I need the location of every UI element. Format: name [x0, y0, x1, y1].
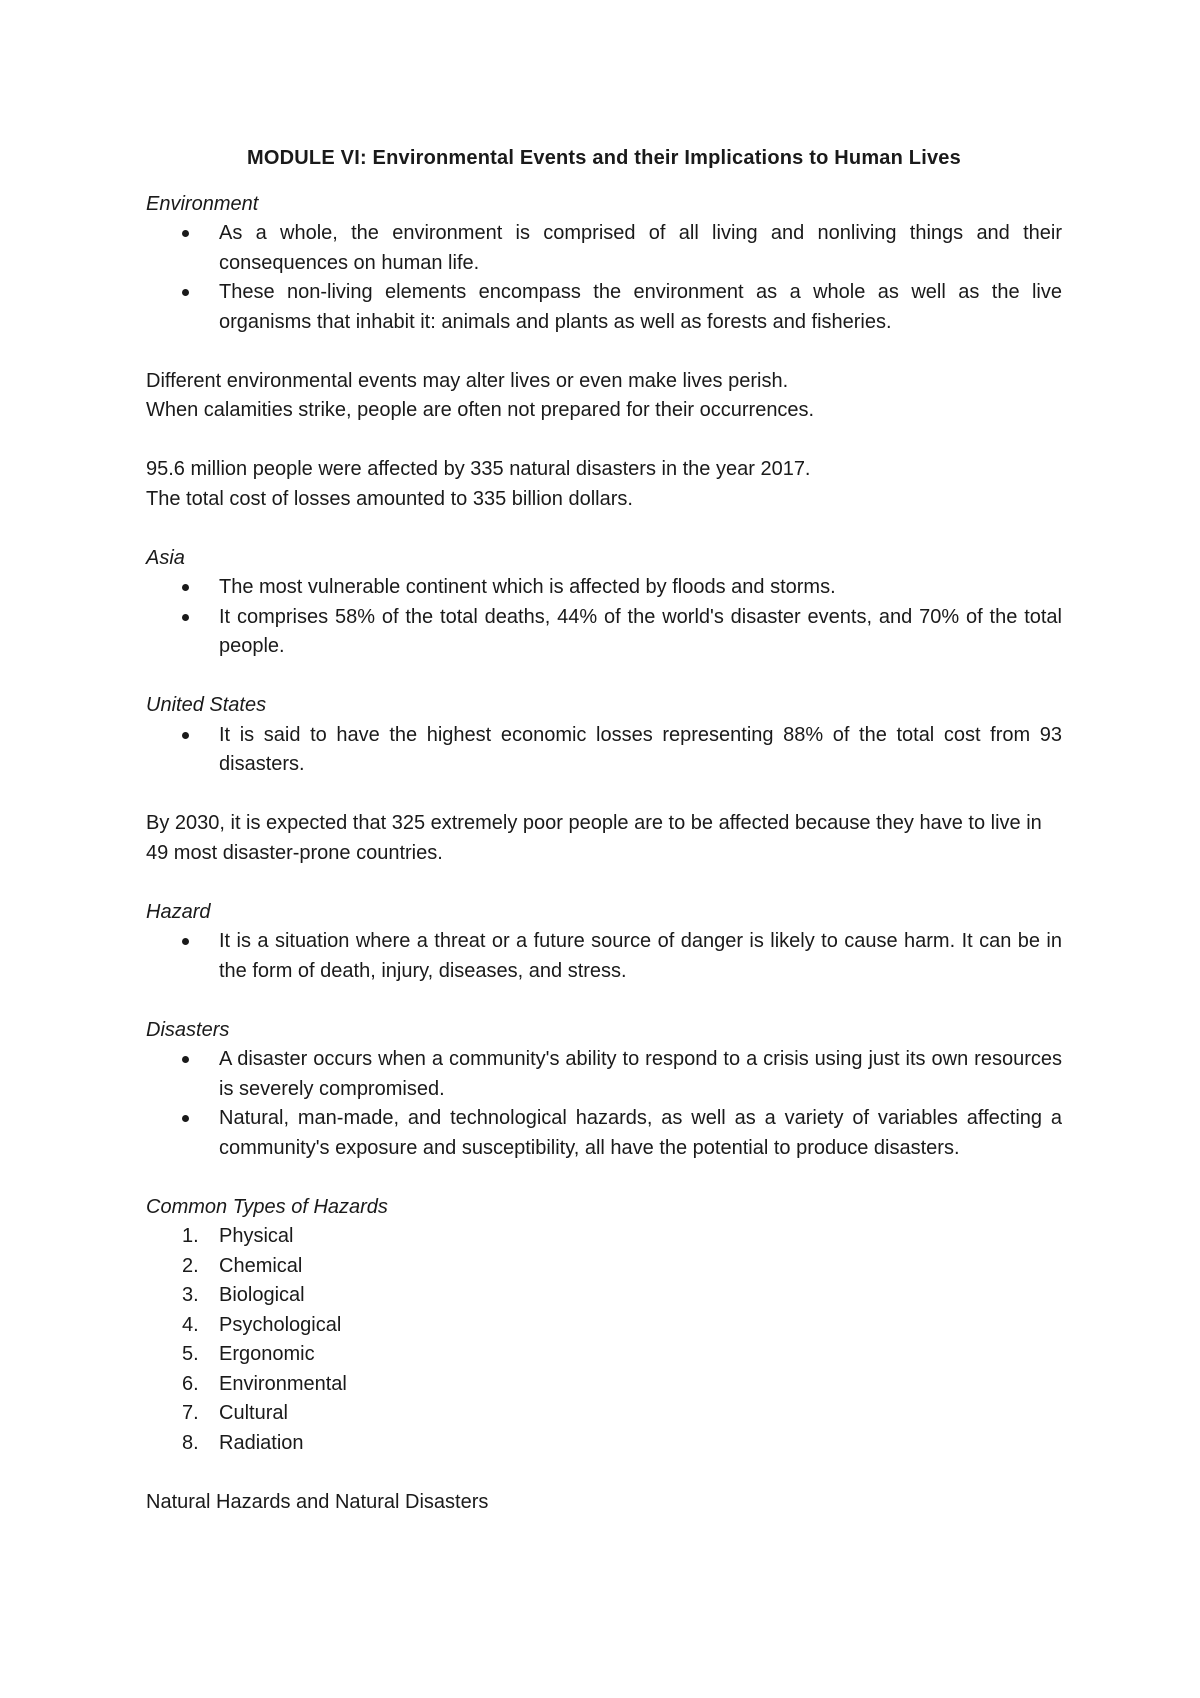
document-page — [146, 144, 1062, 1517]
section-heading-united-states: United States — [146, 694, 267, 716]
list-number: 7. — [182, 1402, 199, 1424]
paragraph-line: 95.6 million people were affected by 335 natural disasters in the year 2017. — [146, 458, 811, 480]
list-label: Psychological — [219, 1313, 342, 1336]
list-item — [182, 1399, 1062, 1429]
section-heading-asia: Asia — [146, 546, 185, 569]
list-label: Physical — [219, 1225, 294, 1247]
list-item — [182, 1222, 1062, 1252]
list-label: Ergonomic — [219, 1343, 315, 1365]
paragraph: By 2030, it is expected that 325 extremely poor people are to be affected because they have to live in 49 most disaster-prone countries. — [146, 812, 1042, 864]
section-heading-hazard-types: Common Types of Hazards — [146, 1195, 388, 1218]
bullet-list-asia — [146, 573, 1062, 662]
list-number: 4. — [182, 1313, 199, 1336]
list-number: 1. — [182, 1225, 199, 1247]
list-item — [182, 1311, 1062, 1341]
list-number: 8. — [182, 1431, 199, 1454]
list-label: Environmental — [219, 1372, 347, 1395]
list-item: It comprises 58% of the total deaths, 44% of the world's disaster events, and 70% of the total people. — [219, 603, 1062, 662]
list-item: It is a situation where a threat or a future source of danger is likely to cause harm. It can be in the form of death, injury, diseases, and stress. — [219, 927, 1062, 986]
bullet-list-environment — [146, 219, 1062, 337]
list-label: Biological — [219, 1284, 305, 1306]
section-heading-disasters: Disasters — [146, 1018, 230, 1041]
list-item: A disaster occurs when a community's ability to respond to a crisis using just its own resources is severely compromised. — [219, 1045, 1062, 1104]
numbered-list-hazard-types — [146, 1222, 1062, 1458]
paragraph-line: When calamities strike, people are often not prepared for their occurrences. — [146, 399, 815, 421]
bullet-list-hazard — [146, 927, 1062, 986]
list-item: Natural, man-made, and technological hazards, as well as a variety of variables affecting a community's exposure and susceptibility, all have the potential to produce disasters. — [219, 1104, 1062, 1163]
list-item — [182, 1340, 1062, 1370]
list-item — [182, 1429, 1062, 1459]
list-item — [182, 1252, 1062, 1282]
list-number: 3. — [182, 1284, 199, 1306]
section-heading-hazard: Hazard — [146, 900, 211, 923]
list-item: As a whole, the environment is comprised of all living and nonliving things and their consequences on human life. — [219, 219, 1062, 278]
bullet-list-united-states — [146, 721, 1062, 780]
list-item: These non-living elements encompass the environment as a whole as well as the live organisms that inhabit it: animals and plants as well as forests and fisheries. — [219, 278, 1062, 337]
paragraph-line: The total cost of losses amounted to 335 billion dollars. — [146, 487, 633, 510]
list-number: 2. — [182, 1254, 199, 1277]
list-item: The most vulnerable continent which is affected by floods and storms. — [219, 573, 1062, 603]
section-heading-natural-hazards: Natural Hazards and Natural Disasters — [146, 1490, 489, 1513]
list-label: Cultural — [219, 1402, 288, 1424]
list-item: It is said to have the highest economic losses representing 88% of the total cost from 93 disasters. — [219, 721, 1062, 780]
list-item — [182, 1370, 1062, 1400]
list-item — [182, 1281, 1062, 1311]
list-label: Chemical — [219, 1254, 303, 1277]
list-number: 5. — [182, 1343, 199, 1365]
bullet-list-disasters — [146, 1045, 1062, 1163]
section-heading-environment: Environment — [146, 192, 259, 215]
list-label: Radiation — [219, 1431, 304, 1454]
document-title: MODULE VI: Environmental Events and their Implications to Human Lives — [247, 147, 961, 169]
list-number: 6. — [182, 1372, 199, 1395]
paragraph-line: Different environmental events may alter lives or even make lives perish. — [146, 369, 789, 392]
